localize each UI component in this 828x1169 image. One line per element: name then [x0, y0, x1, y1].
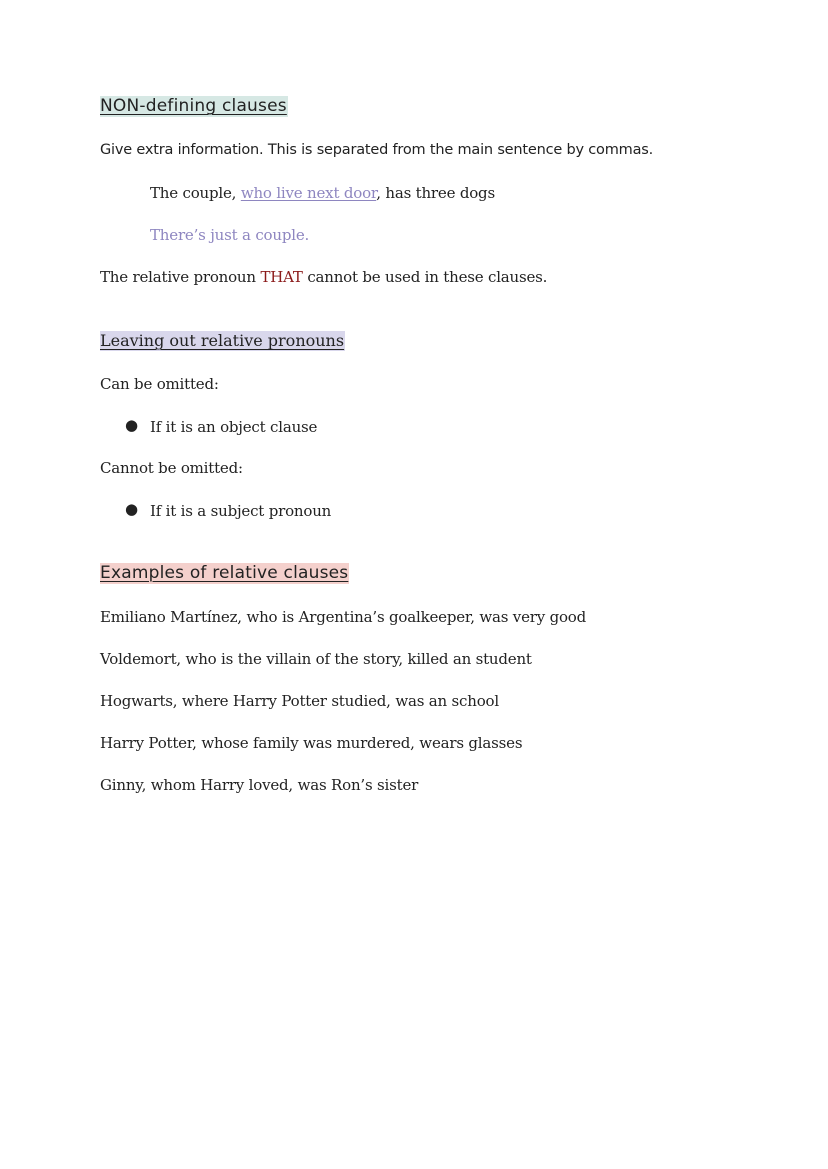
rule-text-end: cannot be used in these clauses.	[302, 268, 548, 286]
list-item: If it is an object clause	[150, 418, 318, 436]
rule-text-start: The relative pronoun	[100, 268, 261, 286]
example-item: Ginny, whom Harry loved, was Ron’s sister	[100, 776, 419, 794]
bullet-dot: ●	[125, 416, 139, 434]
paragraph-rule	[100, 268, 547, 286]
example-note: There’s just a couple.	[150, 226, 310, 244]
section-heading-examples	[100, 563, 349, 583]
example-item: Emiliano Martínez, who is Argentina’s goalkeeper, was very good	[100, 608, 587, 626]
list-item: If it is a subject pronoun	[150, 502, 332, 520]
example-sentence	[150, 184, 495, 202]
heading-text: NON-defining clauses	[100, 96, 287, 116]
example-item: Voldemort, who is the villain of the story, killed an student	[100, 650, 532, 668]
example-item: Hogwarts, where Harry Potter studied, was an school	[100, 692, 499, 710]
paragraph-intro: Give extra information. This is separated from the main sentence by commas.	[100, 142, 654, 158]
rule-keyword: THAT	[260, 268, 303, 286]
section-heading-leaving-out	[100, 331, 345, 351]
example-link[interactable]: who live next door	[240, 184, 377, 202]
example-text-start: The couple,	[150, 184, 241, 202]
heading-text: Leaving out relative pronouns	[100, 331, 345, 350]
section-heading-non-defining	[100, 96, 288, 116]
bullet-dot: ●	[125, 500, 139, 518]
label-cannot-be-omitted: Cannot be omitted:	[100, 459, 243, 477]
heading-text: Examples of relative clauses	[100, 563, 349, 583]
example-item: Harry Potter, whose family was murdered, wears glasses	[100, 734, 523, 752]
example-text-end: , has three dogs	[376, 184, 495, 202]
label-can-be-omitted: Can be omitted:	[100, 375, 219, 393]
